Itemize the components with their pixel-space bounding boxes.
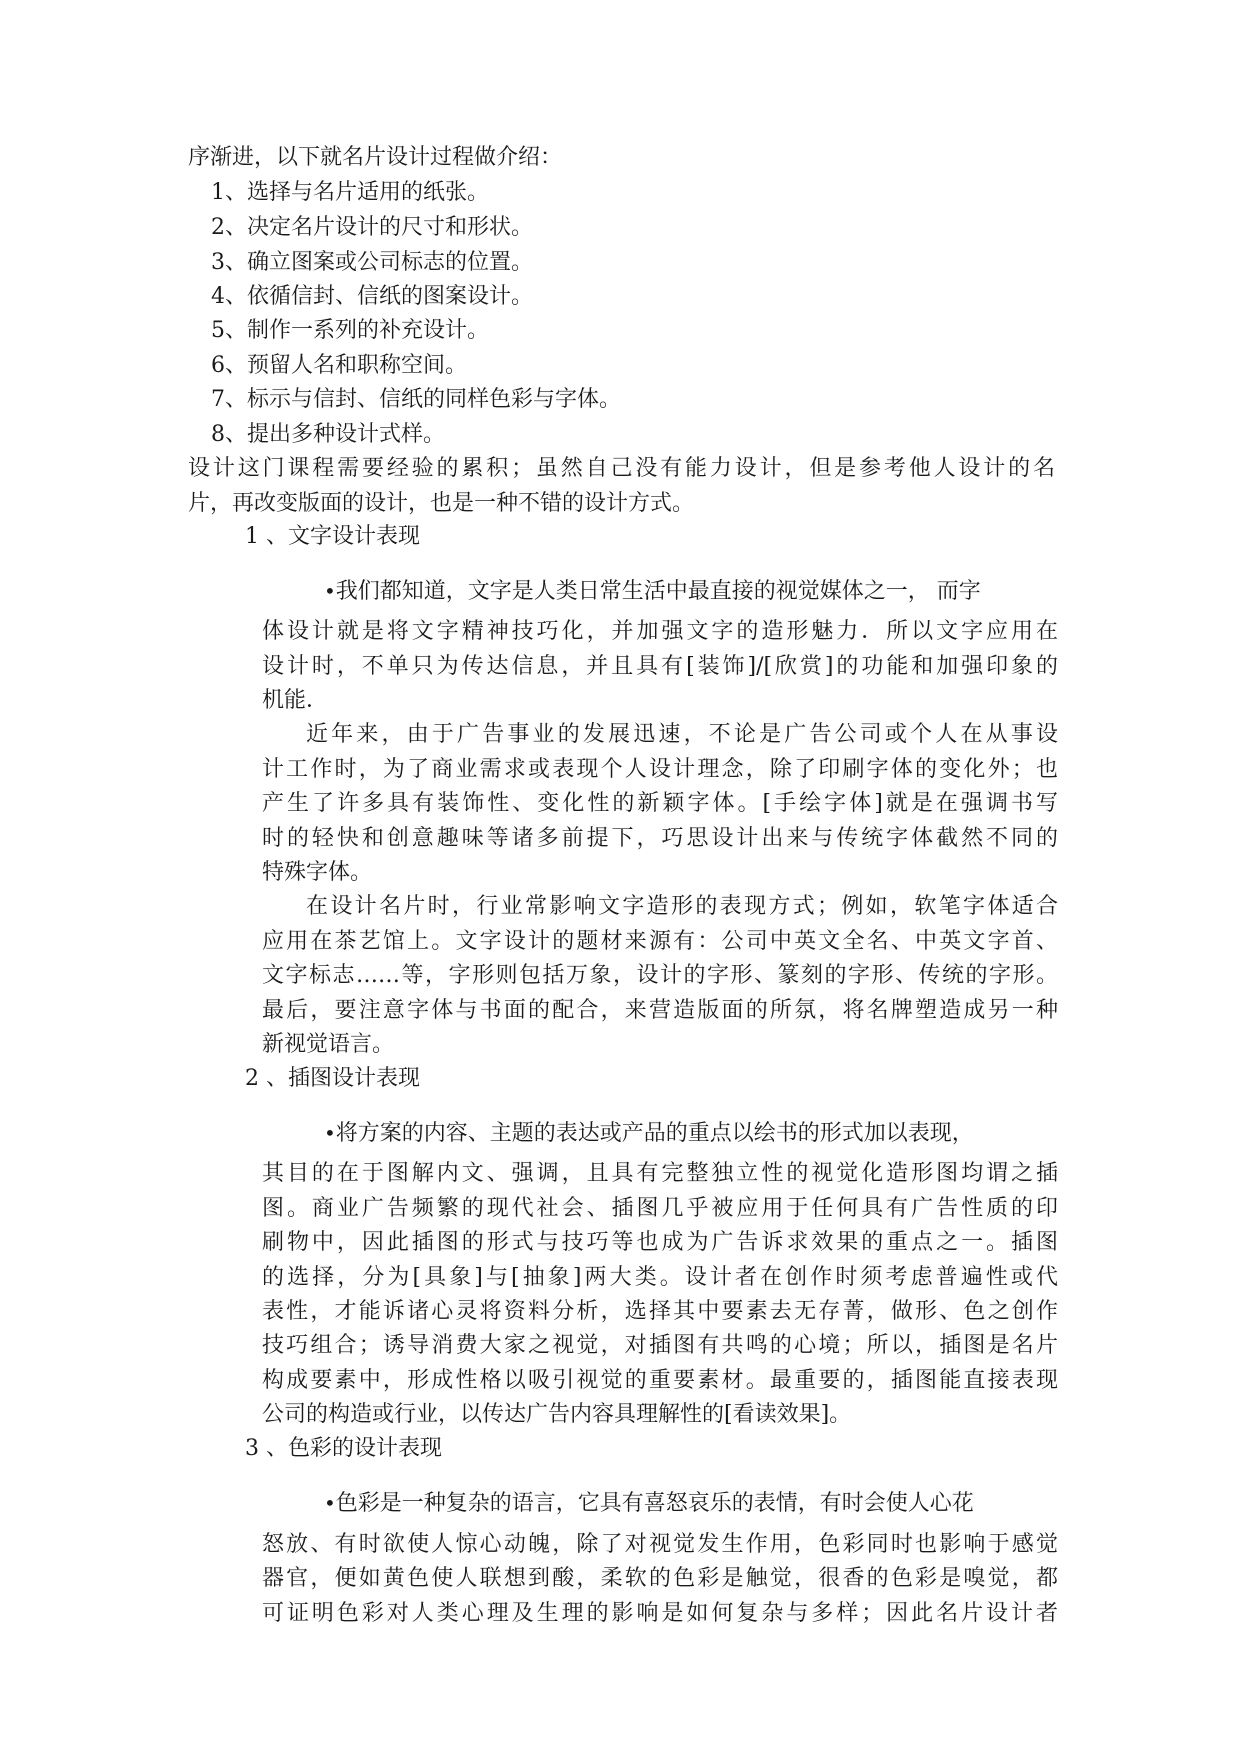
section-heading: 1 、文字设计表现 (245, 524, 420, 549)
paragraph-line: 机能． (262, 688, 329, 713)
paragraph-line: 近年来，由于广告事业的发展迅速，不论是广告公司或个人在从事设 (306, 722, 1058, 747)
paragraph-line: 我们都知道，文字是人类日常生活中最直接的视觉媒体之一， 而字 (335, 579, 981, 604)
section-heading: 3 、色彩的设计表现 (245, 1436, 442, 1461)
bullet-line (324, 1116, 974, 1151)
bullet-icon: • (324, 579, 336, 603)
bullet-line (324, 1486, 974, 1521)
paragraph-line: 刷物中，因此插图的形式与技巧等也成为广告诉求效果的重点之一。插图 (262, 1230, 1058, 1255)
paragraph-line: 色彩是一种复杂的语言，它具有喜怒哀乐的表情，有时会使人心花 (335, 1491, 974, 1516)
paragraph-line: 文字标志……等，字形则包括万象，设计的字形、篆刻的字形、传统的字形。 (262, 963, 1058, 988)
paragraph-line: 特殊字体。 (262, 860, 373, 885)
paragraph-line: 表性，才能诉诸心灵将资料分析，选择其中要素去无存菁，做形、色之创作 (262, 1299, 1058, 1324)
paragraph-line: 图。商业广告频繁的现代社会、插图几乎被应用于任何具有广告性质的印 (262, 1196, 1058, 1221)
paragraph-line: 计工作时，为了商业需求或表现个人设计理念，除了印刷字体的变化外；也 (262, 757, 1058, 782)
paragraph-line: 在设计名片时，行业常影响文字造形的表现方式；例如，软笔字体适合 (306, 894, 1058, 919)
bullet-line (324, 574, 981, 609)
list-item: 2、决定名片设计的尺寸和形状。 (211, 215, 533, 240)
summary-line: 片，再改变版面的设计，也是一种不错的设计方式。 (188, 491, 695, 516)
intro-line: 序渐进，以下就名片设计过程做介绍： (188, 145, 563, 170)
list-item: 1、选择与名片适用的纸张。 (211, 180, 489, 205)
paragraph-line: 产生了许多具有装饰性、变化性的新颖字体。[手绘字体]就是在强调书写 (262, 791, 1058, 816)
summary-line: 设计这门课程需要经验的累积；虽然自己没有能力设计，但是参考他人设计的名 (188, 456, 1055, 481)
section-heading: 2 、插图设计表现 (245, 1066, 420, 1091)
paragraph-line: 设计时，不单只为传达信息，并且具有[装饰]/[欣赏]的功能和加强印象的 (262, 654, 1058, 679)
paragraph-line: 新视觉语言。 (262, 1032, 395, 1057)
paragraph-line: 最后，要注意字体与书面的配合，来营造版面的所氛，将名牌塑造成另一种 (262, 998, 1058, 1023)
paragraph-line: 可证明色彩对人类心理及生理的影响是如何复杂与多样；因此名片设计者 (262, 1601, 1058, 1626)
list-item: 7、标示与信封、信纸的同样色彩与字体。 (211, 387, 621, 412)
paragraph-line: 应用在茶艺馆上。文字设计的题材来源有：公司中英文全名、中英文字首、 (262, 929, 1058, 954)
bullet-icon: • (324, 1121, 336, 1145)
paragraph-line: 器官，便如黄色使人联想到酸，柔软的色彩是触觉，很香的色彩是嗅觉，都 (262, 1566, 1058, 1591)
paragraph-line: 的选择，分为[具象]与[抽象]两大类。设计者在创作时须考虑普遍性或代 (262, 1265, 1058, 1290)
list-item: 4、依循信封、信纸的图案设计。 (211, 284, 533, 309)
list-item: 5、制作一系列的补充设计。 (211, 318, 489, 343)
paragraph-line: 时的轻快和创意趣味等诸多前提下，巧思设计出来与传统字体截然不同的 (262, 826, 1058, 851)
bullet-icon: • (324, 1491, 336, 1515)
paragraph-line: 怒放、有时欲使人惊心动魄，除了对视觉发生作用，色彩同时也影响于感觉 (262, 1532, 1058, 1557)
paragraph-line: 公司的构造或行业，以传达广告内容具理解性的[看读效果]。 (262, 1402, 852, 1427)
paragraph-line: 技巧组合；诱导消费大家之视觉，对插图有共鸣的心境；所以，插图是名片 (262, 1333, 1058, 1358)
paragraph-line: 其目的在于图解内文、强调，且具有完整独立性的视觉化造形图均谓之插 (262, 1161, 1058, 1186)
list-item: 6、预留人名和职称空间。 (211, 353, 467, 378)
list-item: 8、提出多种设计式样。 (211, 422, 445, 447)
paragraph-line: 将方案的内容、主题的表达或产品的重点以绘书的形式加以表现， (335, 1121, 974, 1146)
paragraph-line: 体设计就是将文字精神技巧化，并加强文字的造形魅力．所以文字应用在 (262, 619, 1058, 644)
paragraph-line: 构成要素中，形成性格以吸引视觉的重要素材。最重要的，插图能直接表现 (262, 1368, 1058, 1393)
list-item: 3、确立图案或公司标志的位置。 (211, 250, 533, 275)
